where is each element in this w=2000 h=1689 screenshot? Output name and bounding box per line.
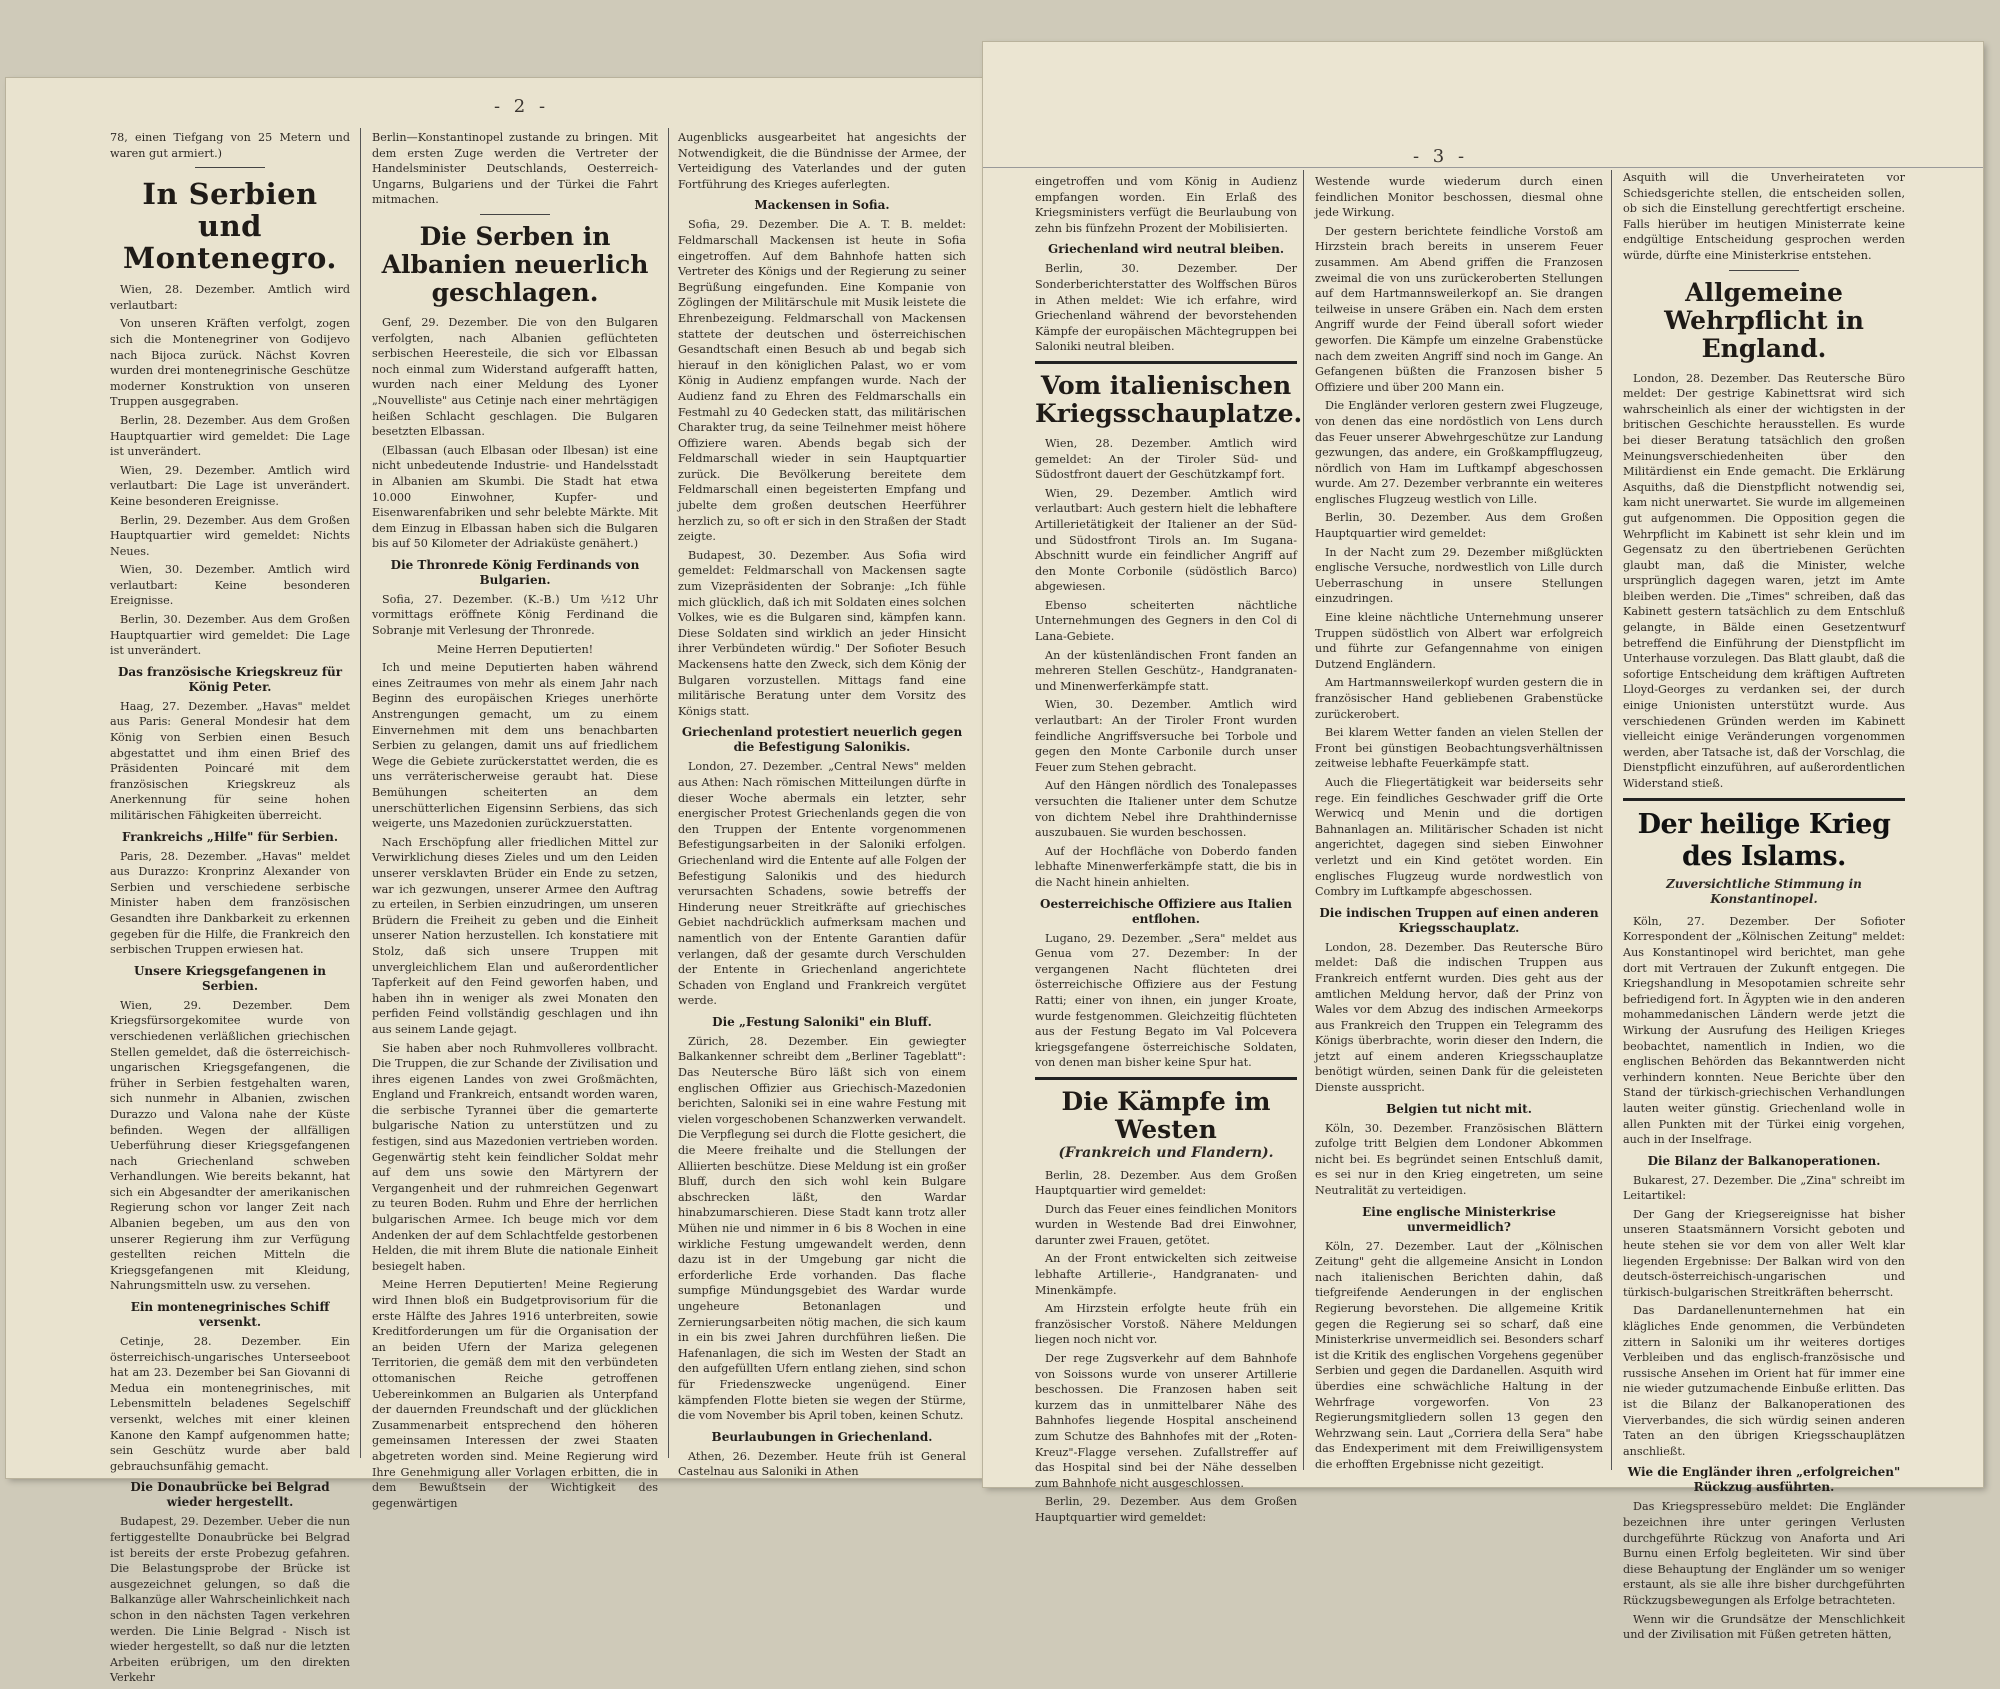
paragraph: Am Hartmannsweilerkopf wurden gestern die in französischer Hand gebliebenen Grabenstücke zurückerobert. xyxy=(1315,676,1603,721)
paragraph: Meine Herren Deputierten! Meine Regierung wird Ihnen bloß ein Budgetprovisorium für die erste Hälfte des Jahres 1916 unterbreiten, sowie Kreditforderungen um für die Organisation der an beiden Ufern der Mariza gelegenen Territorien, die gemäß dem mit den verbündeten ottomanischen Reiche getroffenen Uebereinkommen an Bulgarien als Unterpfand der dauernden Freundschaft und der glücklichen Zusammenarbeit entsprechend den höheren gemeinsamen Interessen der zwei Staaten abgetreten worden sind. Meine Regierung wird Ihre Genehmigung aller Vorlagen erbitten, die in dem Bewußtsein der Wichtigkeit des gegenwärtigen xyxy=(372,1278,658,1510)
paragraph: Berlin, 30. Dezember. Aus dem Großen Hauptquartier wird gemeldet: Die Lage ist unverändert. xyxy=(110,613,350,658)
paragraph: Augenblicks ausgearbeitet hat angesichts der Notwendigkeit, die die Bündnisse der Armee, der Verteidigung des Vaterlandes und der guten Fortführung des Krieges auferlegten. xyxy=(678,131,966,191)
page-number: - 2 - xyxy=(494,96,550,117)
paragraph: London, 27. Dezember. „Central News" melden aus Athen: Nach römischen Mitteilungen dürfte in dieser Woche abermals ein letzter, sehr energischer Protest Griechenlands gegen die von den Truppen der Entente vorgenommenen Befestigungsarbeiten in der Saloniki erfolgen. Griechenland wird die Entente auf alle Folgen der Befestigung Salonikis und des hiedurch verursachten Schadens, sowie betreffs der Hinderung neuer Streitkräfte auf griechisches Gebiet nachdrücklich aufmerksam machen und namentlich von der Entente Garantien dafür verlangen, daß der gesamte durch Verschulden der Entente in Griechenland angerichtete Schaden von England und Frankreich vergütet werde. xyxy=(678,760,966,1008)
paragraph: An der Front entwickelten sich zeitweise lebhafte Artillerie-, Handgranaten- und Minenkämpfe. xyxy=(1035,1252,1297,1297)
paragraph: Ich und meine Deputierten haben während eines Zeitraumes von mehr als einem Jahr nach Beginn des europäischen Krieges unerhörte Anstrengungen gemacht, um zu einem Einvernehmen mit dem uns benachbarten Serbien zu gelangen, damit uns auf friedlichem Wege die Gebiete zurückerstattet werden, die es uns verräterischerweise geraubt hat. Diese Bemühungen scheiterten an dem unerschütterlichen Eigensinn Serbiens, das sich weigerte, uns Mazedonien zurückzuerstatten. xyxy=(372,661,658,831)
paragraph: Das Kriegspressebüro meldet: Die Engländer bezeichnen ihre unter geringen Verlusten durchgeführte Rückzug von Anaforta und Ari Burnu einen Erfolg begleiteten. Wir sind über diese Behauptung der Engländer um so weniger erstaunt, als sie alle ihre bisher durchgeführten Rückzugsbewegungen als Erfolge betrachteten. xyxy=(1623,1500,1905,1607)
paragraph: Budapest, 29. Dezember. Ueber die nun fertiggestellte Donaubrücke bei Belgrad ist bereits der erste Probezug gefahren. Die Belastungsprobe der Brücke ist ausgezeichnet gelungen, so daß die Balkanzüge aller Wahrscheinlichkeit nach schon in den nächsten Tagen verkehren werden. Die Linie Belgrad - Nisch ist wieder hergestellt, so daß nur die letzten Arbeiten erübrigen, um den direkten Verkehr xyxy=(110,1515,350,1685)
headline: Die Kämpfe im Westen xyxy=(1061,1086,1271,1144)
subheading: Die indischen Truppen auf einen anderen Kriegsschauplatz. xyxy=(1319,905,1599,935)
subheading: Griechenland protestiert neuerlich gegen die Befestigung Salonikis. xyxy=(681,725,963,755)
paragraph: Auf der Hochfläche von Doberdo fanden lebhafte Minenwerferkämpfe statt, die bis in die Nacht hinein anhielten. xyxy=(1035,844,1297,889)
column-1 xyxy=(1035,174,1303,1529)
headline: Allgemeine Wehrpflicht in England. xyxy=(1664,277,1864,363)
paragraph: eingetroffen und vom König in Audienz empfangen worden. Ein Erlaß des Kriegsministers verfügt die Beurlaubung von zehn bis fünfzehn Prozent der Mobilisierten. xyxy=(1035,175,1297,235)
paragraph: Sofia, 27. Dezember. (K.-B.) Um ½12 Uhr vormittags eröffnete König Ferdinand die Sobranje mit Verlesung der Thronrede. xyxy=(372,592,658,638)
subheading: Ein montenegrinisches Schiff versenkt. xyxy=(130,1300,330,1330)
paragraph: Meine Herren Deputierten! xyxy=(436,642,594,656)
column-rule xyxy=(668,128,669,1458)
column-3 xyxy=(678,130,966,1483)
column-2 xyxy=(372,130,658,1514)
headline: Der heilige Krieg des Islams. xyxy=(1637,808,1891,872)
column-rule xyxy=(360,128,361,1458)
paragraph: Genf, 29. Dezember. Die von den Bulgaren verfolgten, nach Albanien geflüchteten serbischen Heeresteile, die sich vor Elbassan noch einmal zum Widerstand aufgerafft hatten, wurden nach einer Meldung des Lyoner „Nouvelliste" aus Cetinje nach einer mehrtägigen heißen Schlacht geschlagen. Die Bulgaren besetzten Elbassan. xyxy=(372,315,658,439)
paragraph: Athen, 26. Dezember. Heute früh ist General Castelnau aus Saloniki in Athen xyxy=(678,1449,966,1479)
headline: In Serbien und Montenegro. xyxy=(123,177,337,276)
paragraph: Köln, 27. Dezember. Der Sofioter Korrespondent der „Kölnischen Zeitung" meldet: Aus Konstantinopel wird berichtet, man gehe dort mit Vertrauen der Zukunft entgegen. Die Kriegshandlung in Mesopotamien schreite sehr befriedigend fort. In Ägypten wie in den anderen mohammedanischen Ländern werde jetzt die Wirkung der Ausrufung des Heiligen Krieges beobachtet, namentlich in Indien, wo die englischen Behörden das Bekanntwerden nicht verhindern konnten. Neue Berichte über den Stand der türkisch-griechischen Verhandlungen lauten weiter günstig. Griechenland wolle in allen Punkten mit der Türkei einig vorgehen, auch in der Inselfrage. xyxy=(1623,914,1905,1147)
subheading: Griechenland wird neutral bleiben. xyxy=(1047,242,1285,257)
paragraph: Lugano, 29. Dezember. „Sera" meldet aus Genua vom 27. Dezember: In der vergangenen Nacht flüchteten drei österreichische Offiziere aus der Festung Ratti; einer von ihnen, ein junger Kroate, wurde festgenommen. Gleichzeitig flüchteten aus der Festung Begato im Val Polcevera kriegsgefangene österreichische Soldaten, von denen man bisher keine Spur hat. xyxy=(1035,931,1297,1070)
subheading: Das französische Kriegskreuz für König Peter. xyxy=(117,664,343,694)
paragraph: Wien, 29. Dezember. Dem Kriegsfürsorgekomitee wurde von verschiedenen verläßlichen griechischen Stellen gemeldet, daß die österreichisch-ungarischen Kriegsgefangenen, die früher in Serbien festgehalten waren, sich nunmehr in Albanien, zwischen Durazzo und Valona nahe der Küste befinden. Wegen der allfälligen Ueberführung dieser Kriegsgefangenen nach Griechenland schweben Verhandlungen. Wie bereits bekannt, hat sich ein Abgesandter der amerikanischen Regierung schon vor langer Zeit nach Albanien begeben, um aus den von unserer Regierung ihm zur Verfügung gestellten reichen Mitteln die Kriegsgefangenen mit Kleidung, Nahrungsmitteln usw. zu versehen. xyxy=(110,998,350,1293)
paragraph: Nach Erschöpfung aller friedlichen Mittel zur Verwirklichung dieses Zieles und um den Leiden unserer versklavten Brüder ein Ende zu setzen, war ich gezwungen, unserer Armee den Auftrag zu erteilen, in Serbien einzudringen, um unseren Brüdern die Freiheit zu geben und die Einheit unserer Nation herzustellen. Ich konstatiere mit Stolz, daß sich unsere Truppen mit unvergleichlichem Elan und außerordentlicher Tapferkeit auf den Feind geworfen haben, und haben ihn in weniger als zwei Monaten den perfiden Feind vollständig geschlagen und ihn aus seinem Lande gejagt. xyxy=(372,835,658,1036)
subheading: Mackensen in Sofia. xyxy=(754,198,890,213)
subheading: Die Donaubrücke bei Belgrad wieder hergestellt. xyxy=(130,1480,330,1510)
paragraph: Wien, 28. Dezember. Amtlich wird verlautbart: xyxy=(110,283,350,312)
column-rule xyxy=(1611,170,1612,1470)
paragraph: Berlin, 28. Dezember. Aus dem Großen Hauptquartier wird gemeldet: Die Lage ist unverändert. xyxy=(110,413,350,459)
paragraph: Asquith will die Unverheirateten vor Schiedsgerichte stellen, die entscheiden sollen, ob sich die Einstellung gerechtfertigt erscheine. Falls hierüber im heutigen Ministerrate keine endgültige Entscheidung gesprochen werden würde, dürfte eine Ministerkrise entstehen. xyxy=(1623,171,1905,262)
subheading: Die „Festung Saloniki" ein Bluff. xyxy=(712,1014,932,1029)
subheading: Oesterreichische Offiziere aus Italien entflohen. xyxy=(1040,896,1292,926)
column-2 xyxy=(1315,174,1603,1476)
subheading: Eine englische Ministerkrise unvermeidlich? xyxy=(1362,1204,1556,1234)
paragraph: Berlin—Konstantinopel zustande zu bringen. Mit dem ersten Zuge werden die Vertreter der Handelsminister Deutschlands, Oesterreich-Ungarns, Bulgariens und der Türkei die Fahrt mitmachen. xyxy=(372,131,658,207)
paragraph: Westende wurde wiederum durch einen feindlichen Monitor beschossen, diesmal ohne jede Wirkung. xyxy=(1315,175,1603,220)
paragraph: In der Nacht zum 29. Dezember mißglückten englische Versuche, nordwestlich von Lille durch Ueberraschung in unsere Stellungen einzudringen. xyxy=(1315,545,1603,606)
paragraph: Berlin, 29. Dezember. Aus dem Großen Hauptquartier wird gemeldet: xyxy=(1035,1495,1297,1524)
subheading: Beurlaubungen in Griechenland. xyxy=(711,1429,933,1444)
paragraph: Berlin, 29. Dezember. Aus dem Großen Hauptquartier wird gemeldet: Nichts Neues. xyxy=(110,513,350,558)
paragraph: Wenn wir die Grundsätze der Menschlichkeit und der Zivilisation mit Füßen getreten hätten, xyxy=(1623,1612,1905,1642)
column-1 xyxy=(110,130,350,1689)
paragraph: Eine kleine nächtliche Unternehmung unserer Truppen südöstlich von Albert war erfolgreich und führte zur Gefangennahme von einigen Dutzend Engländern. xyxy=(1315,611,1603,671)
paragraph: Auf den Hängen nördlich des Tonalepasses versuchten die Italiener unter dem Schutze von dichtem Nebel ihre Drahthindernisse auszubauen. Sie wurden beschossen. xyxy=(1035,779,1297,840)
subheading: Frankreichs „Hilfe" für Serbien. xyxy=(121,829,338,844)
paragraph: Der Gang der Kriegsereignisse hat bisher unseren Staatsmännern Vorsicht geboten und heute stehen sie vor dem von aller Welt klar liegenden Ergebnisse: Der Balkan wird von den deutsch-österreichisch-ungarischen und türkisch-bulgarischen Streitkräften beherrscht. xyxy=(1623,1207,1905,1299)
paragraph: Köln, 30. Dezember. Französischen Blättern zufolge tritt Belgien dem Londoner Abkommen nicht bei. Es begründet seinen Entschluß damit, es sei nur in den Krieg eingetreten, um seine Neutralität zu verteidigen. xyxy=(1315,1121,1603,1198)
paragraph: London, 28. Dezember. Das Reutersche Büro meldet: Der gestrige Kabinettsrat wird sich wahrscheinlich als einer der wichtigsten in der britischen Geschichte herausstellen. Es wurde bei dieser Beratung tatsächlich den großen Meinungsverschiedenheiten über den Militärdienst ein Ende gemacht. Die Erklärung Asquiths, daß die Dienstpflicht notwendig sei, kam nicht unerwartet. Sie wurde im allgemeinen gut aufgenommen. Die Opposition gegen die Wehrpflicht im Kabinett ist sehr klein und im Gegensatz zu den übertriebenen Gerüchten glaubt man, daß die Minister, welche ursprünglich dagegen waren, jetzt im Amte bleiben werden. Die „Times" schreiben, daß das Kabinett gestern tatsächlich zu dem Entschluß gelangte, in Bälde einen Gesetzentwurf betreffend die Einführung der Dienstpflicht im Unterhause vorzulegen. Das Blatt glaubt, daß die sofortige Entscheidung dem kräftigen Auftreten Lloyd-Georges zu verdanken sei, der durch einige Unionisten unterstützt wurde. Aus verschiedenen Gründen werden im Kabinett vielleicht einige Veränderungen vorgenommen werden, aber Tatsache ist, daß der Vorschlag, die Dienstpflicht einzuführen, auf außerordentlichen Widerstand stieß. xyxy=(1623,371,1905,790)
paragraph: Wien, 28. Dezember. Amtlich wird gemeldet: An der Tiroler Süd- und Südostfront dauert der Geschützkampf fort. xyxy=(1035,436,1297,482)
column-rule xyxy=(1303,170,1304,1470)
headline: Vom italienischen Kriegsschauplatze. xyxy=(1035,370,1303,428)
headline: Die Serben in Albanien neuerlich geschlagen. xyxy=(381,221,649,307)
paragraph: Haag, 27. Dezember. „Havas" meldet aus Paris: General Mondesir hat dem König von Serbien einen Besuch abgestattet und ihm einen Brief des Präsidenten Poincaré mit dem französischen Kriegskreuz als Anerkennung für seine hohen militärischen Fähigkeiten überreicht. xyxy=(110,699,350,822)
paragraph: Wien, 29. Dezember. Amtlich wird verlautbart: Die Lage ist unverändert. Keine besonderen Ereignisse. xyxy=(110,463,350,508)
subheading: Die Thronrede König Ferdinands von Bulgarien. xyxy=(390,557,640,587)
column-3 xyxy=(1623,170,1905,1646)
paragraph: Der rege Zugsverkehr auf dem Bahnhofe von Soissons wurde von unserer Artillerie beschossen. Die Franzosen haben seit kurzem das in unmittelbarer Nähe des Bahnhofes liegende Hospital anscheinend zum Schutze des Bahnhofes mit der „Roten-Kreuz"-Flagge versehen. Zufallstreffer auf das Hospital sind bei der Nähe desselben zum Bahnhofe nicht ausgeschlossen. xyxy=(1035,1352,1297,1490)
fold-line xyxy=(983,167,1983,168)
subheading: Belgien tut nicht mit. xyxy=(1386,1101,1532,1116)
paragraph: Bukarest, 27. Dezember. Die „Zina" schreibt im Leitartikel: xyxy=(1623,1173,1905,1203)
paragraph: Am Hirzstein erfolgte heute früh ein französischer Vorstoß. Nähere Meldungen liegen noch nicht vor. xyxy=(1035,1302,1297,1347)
headline-subtitle: (Frankreich und Flandern). xyxy=(1058,1144,1274,1161)
paragraph: Wien, 30. Dezember. Amtlich wird verlautbart: An der Tiroler Front wurden feindliche Angriffsversuche bei Torbole und gegen den Monte Carbonile durch unser Feuer zum Stehen gebracht. xyxy=(1035,698,1297,774)
paragraph: Köln, 27. Dezember. Laut der „Kölnischen Zeitung" geht die allgemeine Ansicht in London nach italienischen Berichten dahin, daß tiefgreifende Aenderungen in der englischen Regierung bevorstehen. Die allgemeine Kritik gegen die Regierung sei so scharf, daß eine Ministerkrise unvermeidlich sei. Besonders scharf ist die Kritik des englischen Vorgehens gegenüber Serbien und gegen die Dardanellen. Asquith wird überdies eine schwächliche Haltung in der Wehrfrage vorgeworfen. Von 23 Regierungsmitgliedern sollen 13 gegen den Wehrzwang sein. Laut „Corriera della Sera" habe das Endexperiment mit dem Freiwilligensystem die erhofften Ergebnisse nicht gezeitigt. xyxy=(1315,1239,1603,1471)
headline-subtitle: Zuversichtliche Stimmung in Konstantinopel. xyxy=(1666,876,1862,907)
paragraph: Berlin, 30. Dezember. Der Sonderberichterstatter des Wolffschen Büros in Athen meldet: Wie ich erfahre, wird Griechenland während der bevorstehenden Kämpfe der europäischen Mächtegruppen bei Saloniki neutral bleiben. xyxy=(1035,262,1297,354)
paragraph: Wien, 29. Dezember. Amtlich wird verlautbart: Auch gestern hielt die lebhaftere Artillerietätigkeit der Italiener an der Süd- und Südostfront Tirols an. Im Sugana-Abschnitt wurde ein feindlicher Angriff auf den Monte Corbonile (südöstlich Barco) abgewiesen. xyxy=(1035,486,1297,594)
paragraph: Paris, 28. Dezember. „Havas" meldet aus Durazzo: Kronprinz Alexander von Serbien und verschiedene serbische Minister haben dem französischen Gesandten ihre Dankbarkeit zu erkennen gegeben für die Hilfe, die Frankreich den serbischen Truppen erwiesen hat. xyxy=(110,849,350,957)
paragraph: Der gestern berichtete feindliche Vorstoß am Hirzstein brach bereits in unserem Feuer zusammen. Am Abend griffen die Franzosen zweimal die von uns zurückeroberten Stellungen auf dem Hartmannsweilerkopf an. Sie drangen teilweise in unsere Gräben ein. Nach dem ersten Angriff wurde der Feind überall sofort wieder geworfen. Die Kämpfe um einzelne Grabenstücke nach dem zweiten Angriff sind noch im Gange. An Gefangenen büßten die Franzosen bisher 5 Offiziere und über 200 Mann ein. xyxy=(1315,224,1603,394)
paragraph: Sofia, 29. Dezember. Die A. T. B. meldet: Feldmarschall Mackensen ist heute in Sofia eingetroffen. Auf dem Bahnhofe hatten sich Vertreter des Königs und der Regierung zu seiner Begrüßung eingefunden. Eine Kompanie von Zöglingen der Militärschule mit Musik leistete die Ehrenbezeigung. Feldmarschall von Mackensen stattete der deutschen und österreichischen Gesandtschaft einen Besuch ab und begab sich hierauf in den königlichen Palast, wo er vom König in Audienz empfangen wurde. Nach der Audienz fand zu Ehren des Feldmarschalls ein Festmahl zu 40 Gedecken statt, das militärischen Charakter trug, da seine Teilnehmer meist höhere Offiziere waren. Abends begab sich der Feldmarschall wieder in sein Hauptquartier zurück. Die Bevölkerung bereitete dem Feldmarschall einen begeisterten Empfang und jubelte dem großen deutschen Heerführer herzlich zu, so oft er sich in den Straßen der Stadt zeigte. xyxy=(678,218,966,544)
paragraph: Ebenso scheiterten nächtliche Unternehmungen des Gegners in den Col di Lana-Gebiete. xyxy=(1035,598,1297,644)
paragraph: An der küstenländischen Front fanden an mehreren Stellen Geschütz-, Handgranaten- und Minenwerferkämpfe statt. xyxy=(1035,648,1297,693)
paragraph: Sie haben aber noch Ruhmvolleres vollbracht. Die Truppen, die zur Schande der Zivilisation und ihres eigenen Landes von zwei Großmächten, England und Frankreich, entsandt worden waren, die serbische Tyrannei über die gemarterte bulgarische Nation zu unterstützen und zu festigen, sind aus Mazedonien vertrieben worden. Gegenwärtig steht kein feindlicher Soldat mehr auf dem uns sowie den Märtyrern der Vergangenheit und der ruhmreichen Gegenwart zu teuren Boden. Ruhm und Ehre der herrlichen bulgarischen Armee. Ich beuge mich vor dem Andenken der auf dem Schlachtfelde gestorbenen Helden, die mit ihrem Blute die nationale Einheit besiegelt haben. xyxy=(372,1041,658,1273)
paragraph: London, 28. Dezember. Das Reutersche Büro meldet: Daß die indischen Truppen aus Frankreich entfernt wurden. Dies geht aus der amtlichen Meldung hervor, daß der Prinz von Wales vor dem Abzug des indischen Armeekorps aus Frankreich den Truppen ein Telegramm des Königs überbrachte, worin dieser den Indern, die jetzt auf einem anderen Kriegsschauplatze benötigt würden, seinen Dank für die geleisteten Dienste ausspricht. xyxy=(1315,940,1603,1095)
page-number: - 3 - xyxy=(1413,146,1469,167)
paragraph: 78, einen Tiefgang von 25 Metern und waren gut armiert.) xyxy=(110,131,350,160)
paragraph: (Elbassan (auch Elbasan oder Ilbesan) ist eine nicht unbedeutende Industrie- und Handelsstadt in Albanien am Skumbi. Die Stadt hat etwa 10.000 Einwohner, Kupfer- und Eisenwarenfabriken und sehr belebte Märkte. Mit dem Einzug in Elbassan haben sich die Bulgaren bis auf 50 Kilometer der Adriaküste genähert.) xyxy=(372,443,658,551)
paragraph: Das Dardanellenunternehmen hat ein klägliches Ende genommen, die Verbündeten zittern in Saloniki um ihr weiteres dortiges Verbleiben und das englisch-französische und russische Ansehen im Orient hat für immer eine nie wieder gutzumachende Einbuße erlitten. Das ist die Bilanz der Balkanoperationen des Vierverbandes, die sich würdig seinen anderen Taten an den übrigen Kriegsschauplätzen anschließt. xyxy=(1623,1304,1905,1458)
paragraph: Zürich, 28. Dezember. Ein gewiegter Balkankenner schreibt dem „Berliner Tageblatt": Das Neutersche Büro läßt sich von einem englischen Offizier aus Griechisch-Mazedonien berichten, Saloniki sei in eine wahre Festung mit vielen vorgeschobenen Schanzwerken verwandelt. Die Verpflegung sei durch die Flotte gesichert, die die Meere freihalte und die Stellungen der Alliierten beschütze. Diese Meldung ist ein großer Bluff, durch den sich wohl kein Bulgare abschrecken läßt, den Wardar hinabzumarschieren. Diese Stadt kann trotz aller Mühen nie und nimmer in 6 bis 8 Wochen in eine wirkliche Festung umgewandelt werden, denn dazu ist in der Umgebung gar nicht die erforderliche Erde vorhanden. Das flache sumpfige Mündungsgebiet des Wardar wurde ungeheure Betonanlagen und Zernierungsarbeiten nötig machen, die sich kaum in ein bis zwei Jahren durchführen ließen. Die Hafenanlagen, die sich im Westen der Stadt an den aufgefüllten Ufern entlang ziehen, sind schon für Friedenszwecke ungenügend. Einer kämpfenden Flotte bieten sie wegen der Stürme, die vom November bis April toben, keinen Schutz. xyxy=(678,1034,966,1423)
subheading: Die Bilanz der Balkanoperationen. xyxy=(1647,1153,1881,1168)
paragraph: Budapest, 30. Dezember. Aus Sofia wird gemeldet: Feldmarschall von Mackensen sagte zum Vizepräsidenten der Sobranje: „Ich fühle mich glücklich, daß ich mit Soldaten eines solchen Volkes, wie es die Bulgaren sind, kämpfen kann. Diese Soldaten sind wirklich an jeder Hinsicht ihrer Verbündeten würdig." Der Sofioter Besuch Mackensens hatte den Zweck, sich dem König der Bulgaren vorzustellen. Mittags fand eine militärische Beratung unter dem Vorsitz des Königs statt. xyxy=(678,548,967,718)
paragraph: Berlin, 30. Dezember. Aus dem Großen Hauptquartier wird gemeldet: xyxy=(1315,511,1603,541)
paragraph: Berlin, 28. Dezember. Aus dem Großen Hauptquartier wird gemeldet: xyxy=(1035,1168,1297,1198)
paragraph: Durch das Feuer eines feindlichen Monitors wurden in Westende Bad drei Einwohner, darunter zwei Frauen, getötet. xyxy=(1035,1202,1297,1247)
paragraph: Auch die Fliegertätigkeit war beiderseits sehr rege. Ein feindliches Geschwader griff die Orte Werwicq und Menin und die dortigen Bahnanlagen an. Militärischer Schaden ist nicht angerichtet, dagegen sind sieben Einwohner verletzt und ein Kind getötet worden. Ein englisches Flugzeug wurde nordwestlich von Combry im Luftkampfe abgeschossen. xyxy=(1315,775,1603,899)
paragraph: Cetinje, 28. Dezember. Ein österreichisch-ungarisches Unterseeboot hat am 23. Dezember bei San Giovanni di Medua ein montenegrinisches, mit Lebensmitteln beladenes Segelschiff versenkt, welches mit einer kleinen Kanone den Kampf aufgenommen hatte; sein Geschütz wurde aber bald gebrauchsunfähig gemacht. xyxy=(110,1335,350,1473)
newspaper-page-left xyxy=(6,78,996,1685)
subheading: Unsere Kriegsgefangenen in Serbien. xyxy=(133,963,327,993)
newspaper-page-right xyxy=(983,42,1983,1642)
subheading: Wie die Engländer ihren „erfolgreichen" Rückzug ausführten. xyxy=(1627,1465,1901,1495)
paragraph: Bei klarem Wetter fanden an vielen Stellen der Front bei günstigen Beobachtungsverhältnissen zeitweise lebhafte Feuerkämpfe statt. xyxy=(1315,726,1603,771)
paragraph: Die Engländer verloren gestern zwei Flugzeuge, von denen das eine nordöstlich von Lens durch das Feuer unserer Abwehrgeschütze zur Landung gezwungen, das andere, ein Großkampfflugzeug, nördlich von Ham im Luftkampf abgeschossen wurde. Am 27. Dezember verbrannte ein weiteres englisches Flugzeug westlich von Lille. xyxy=(1315,399,1603,506)
paragraph: Von unseren Kräften verfolgt, zogen sich die Montenegriner von Godijevo nach Bijoca zurück. Nächst Kovren wurden drei montenegrinische Geschütze moderner Konstruktion von unseren Truppen ausgegraben. xyxy=(110,317,350,409)
paragraph: Wien, 30. Dezember. Amtlich wird verlautbart: Keine besonderen Ereignisse. xyxy=(110,563,350,608)
